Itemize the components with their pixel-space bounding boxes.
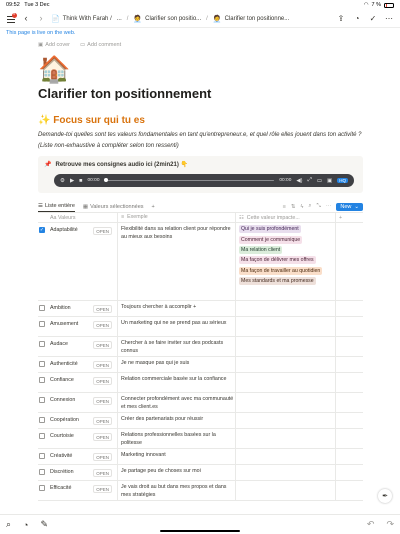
row-name: Connexion [50,397,76,403]
breadcrumb-item-1[interactable] [117,16,122,22]
row-impact-cell[interactable] [235,301,335,316]
row-impact-cell[interactable] [235,481,335,500]
row-name-cell[interactable] [50,357,117,372]
row-example-cell[interactable] [117,465,235,480]
row-name-cell[interactable] [50,301,117,316]
row-impact-cell[interactable] [235,429,335,448]
row-add-cell [335,317,345,336]
row-name-cell[interactable] [50,337,117,356]
wifi-icon: ◠ [363,2,369,8]
more-icon[interactable]: ⋯ [385,13,393,23]
row-impact-cell[interactable] [235,373,335,392]
row-check-cell [38,413,50,428]
hq-badge[interactable]: HQ [339,178,346,183]
audio-progress-track[interactable] [105,180,275,182]
menu-icon[interactable] [6,14,16,24]
audio-player[interactable] [54,174,354,187]
add-comment-button[interactable] [80,42,121,48]
status-left [6,2,49,8]
add-cover-button[interactable] [38,42,70,48]
row-example-cell[interactable] [117,481,235,500]
impact-tag: Ma relation client [241,246,281,253]
audio-current-time: 00:00 [87,178,100,183]
row-checkbox[interactable] [39,433,45,439]
row-impact-cell[interactable] [235,357,335,372]
live-banner[interactable]: This page is live on the web. [6,30,76,36]
impact-tag: Ma façon de délivrer mes offres [241,257,314,264]
table-row[interactable] [38,373,363,393]
table-row[interactable] [38,393,363,413]
row-name: Coopération [50,417,79,423]
row-impact-cell[interactable] [235,337,335,356]
row-impact-cell[interactable] [235,317,335,336]
row-impact-cell[interactable] [235,223,335,300]
status-time: 09:52 [6,2,20,8]
comment-icon: ▭ [79,42,86,48]
table-body [38,223,363,501]
breadcrumb-label: Think With Farah / [62,15,112,22]
row-checkbox[interactable] [39,321,45,327]
row-check-cell [38,357,50,372]
row-example: Un marketing qui ne se prend pas au sérieux [121,320,227,326]
row-impact-cell[interactable] [235,413,335,428]
row-example-cell[interactable] [117,413,235,428]
status-right [364,2,394,8]
text-icon: ≡ [121,213,125,220]
list-icon: ☰ [38,203,43,209]
row-example: Relation commerciale basée sur la confiance [121,376,227,382]
row-name: Discrétion [50,469,74,475]
table-row[interactable] [38,223,363,301]
settings-icon[interactable]: ⚙ [60,177,65,184]
row-add-cell [335,357,345,372]
row-example: Flexibilité dans sa relation client pour répondre au mieux aux besoins [121,226,231,240]
database-toolbar [38,202,363,213]
notification-badge: 9 [13,12,15,17]
row-checkbox[interactable] [39,397,45,403]
column-header-valeurs[interactable]: Aa Valeurs [50,214,76,221]
row-name: Authenticité [50,361,78,367]
impact-tag: Ma façon de travailler au quotidien [241,267,321,274]
open-button[interactable]: OPEN [93,227,112,235]
row-name: Audace [50,341,68,347]
row-name: Confiance [50,377,74,383]
row-name-cell[interactable] [50,449,117,464]
breadcrumb-item-0[interactable] [51,15,112,23]
play-icon[interactable]: ▶ [69,177,75,184]
values-table [38,213,363,501]
column-header-label: Exemple [127,213,148,220]
row-impact-cell[interactable] [235,465,335,480]
row-checkbox[interactable] [39,469,45,475]
search-icon[interactable]: ⌕ [6,519,12,529]
cast-icon[interactable]: ▭ [316,177,323,184]
row-add-cell [335,373,345,392]
table-icon: ▦ [82,203,89,210]
sparkle-icon: ✒ [382,493,388,500]
sort-icon[interactable]: ⇅ [290,203,296,210]
add-comment-label: Add comment [87,42,122,48]
row-name-cell[interactable] [50,317,117,336]
page-add-actions [38,42,362,48]
row-example-cell[interactable] [117,429,235,448]
impact-tag: Comment je communique [241,236,301,243]
help-fab[interactable] [378,489,392,503]
table-header [38,213,363,223]
row-check-cell [38,465,50,480]
breadcrumb-separator: / [206,15,208,22]
row-checkbox[interactable] [39,417,45,423]
impact-tag: Mes standards et ma promesse [241,278,314,285]
row-example-cell[interactable] [117,357,235,372]
breadcrumb-item-3[interactable] [213,15,289,23]
row-check-cell [38,301,50,316]
row-check-cell [38,449,50,464]
open-button[interactable]: OPEN [93,377,112,385]
impact-tag: Qui je suis profondément [241,226,299,233]
open-button[interactable]: OPEN [93,305,112,313]
row-example-cell[interactable] [117,393,235,412]
tab-liste-entiere[interactable] [38,201,75,212]
row-name: Efficacité [50,485,72,491]
table-row[interactable] [38,357,363,373]
pip-icon[interactable]: ▣ [327,177,333,184]
row-checkbox[interactable] [39,453,45,459]
row-example: Marketing innovant [121,452,166,458]
tab-label: Liste entière [44,203,75,209]
share-icon[interactable]: ⇪ [337,13,345,23]
multiselect-icon: ☷ [239,214,244,221]
row-example-cell[interactable] [117,337,235,356]
row-example: Je ne masque pas qui je suis [121,360,190,366]
row-name-cell[interactable] [50,465,117,480]
lightning-icon[interactable]: ϟ [300,203,304,210]
volume-icon[interactable]: ◀) [296,177,303,184]
row-impact-cell[interactable] [235,449,335,464]
tab-valeurs-selectionnees[interactable] [83,201,144,212]
row-check-cell [38,393,50,412]
row-example: Connecter profondément avec ma communauté et mes client.es [121,396,234,410]
tab-label: Valeurs sélectionnées [90,203,144,210]
open-button[interactable]: OPEN [93,469,112,477]
add-column-button[interactable]: + [335,213,345,222]
breadcrumb-label: Clarifier son positio... [145,15,202,22]
row-check-cell [38,337,50,356]
table-row[interactable] [38,429,363,449]
more-icon[interactable]: ⋯ [325,203,332,210]
row-add-cell [335,465,345,480]
row-name-cell[interactable] [50,373,117,392]
row-checkbox[interactable] [39,341,45,347]
image-icon: ▣ [38,42,44,48]
row-example: Je partage peu de choses sur moi [121,468,201,474]
row-name-cell[interactable] [50,393,117,412]
undo-icon[interactable]: ↶ [366,519,375,529]
forward-icon[interactable]: › [39,13,43,23]
row-checkbox[interactable] [39,305,45,311]
back-icon[interactable]: ‹ [24,13,28,23]
chevron-down-icon[interactable]: ⌄ [354,203,359,210]
row-example-cell[interactable] [117,223,235,300]
row-add-cell [335,337,345,356]
row-name-cell[interactable] [50,481,117,500]
table-row[interactable] [38,317,363,337]
row-add-cell [335,393,345,412]
filter-icon[interactable]: ≡ [282,203,286,210]
page-emoji-icon: 📄 [51,15,60,23]
page-icon[interactable]: 🏠 [38,54,71,84]
row-name-cell[interactable] [50,413,117,428]
column-header-impact[interactable] [235,213,335,222]
table-row[interactable] [38,449,363,465]
row-checkbox[interactable] [39,485,45,491]
open-button[interactable]: OPEN [93,361,112,369]
table-row[interactable] [38,337,363,357]
breadcrumb-label: Clarifier ton positionne... [224,15,290,22]
breadcrumb-label: ... [116,15,122,22]
row-name-cell[interactable] [50,429,117,448]
pin-icon: 📌 [44,162,52,168]
row-name-cell[interactable] [50,223,117,300]
row-example: Toujours chercher à accomplir + [121,304,197,310]
page-title[interactable]: Clarifier ton positionnement [38,86,212,101]
page-emoji-icon: 🧑‍💼 [133,15,143,23]
stop-icon[interactable]: ■ [79,177,83,184]
row-add-cell [335,301,345,316]
row-add-cell [335,223,345,300]
row-check-cell [38,481,50,500]
row-name: Adaptabilité [50,227,78,233]
page-content [0,42,400,501]
breadcrumb-separator: / [126,15,129,22]
top-navbar [0,10,400,28]
audio-duration: 00:00 [279,178,292,183]
row-name: Amusement [50,321,79,327]
callout-title-text: Retrouve mes consignes audio ici (2min21) 👇 [55,162,188,168]
add-cover-label: Add cover [45,42,70,48]
row-add-cell [335,413,345,428]
row-check-cell [38,373,50,392]
fullscreen-icon[interactable]: ⤢ [307,177,312,183]
row-add-cell [335,481,345,500]
row-example: Chercher à se faire inviter sur des podcasts connus [121,340,224,354]
row-checkbox[interactable] [39,361,45,367]
status-bar [0,0,400,10]
open-button[interactable]: OPEN [93,397,112,405]
column-header-label: Cette valeur impacte... [246,214,300,221]
audio-callout [38,156,363,193]
bell-icon[interactable]: ◔ [23,519,29,530]
row-example-cell[interactable] [117,449,235,464]
row-check-cell [38,317,50,336]
row-checkbox[interactable] [39,377,45,383]
table-row[interactable] [38,481,363,501]
open-button[interactable]: OPEN [93,321,112,329]
open-button[interactable]: OPEN [93,485,112,493]
nav-actions [336,14,394,24]
note-text: (Liste non-exhaustive à compléter selon ton ressenti) [38,143,179,149]
table-row[interactable] [38,413,363,429]
table-row[interactable] [38,465,363,481]
new-button-label: New [340,203,352,210]
row-add-cell [335,429,345,448]
row-name: Créativité [50,453,73,459]
open-button[interactable]: OPEN [93,341,112,349]
status-date: Tue 3 Dec [24,2,50,8]
row-checkbox[interactable]: ✓ [39,226,45,233]
row-check-cell [38,223,50,300]
open-button[interactable]: OPEN [93,453,112,461]
row-add-cell [335,449,345,464]
section-heading: ✨ Focus sur qui tu es [38,115,145,126]
row-example-cell[interactable] [117,317,235,336]
breadcrumb-item-2[interactable] [133,15,201,23]
row-check-cell [38,429,50,448]
description-text: Demande-toi quelles sont tes valeurs fondamentales en tant qu'entrepreneur.e, et quel rôle elles jouent dans ton activité ? [38,132,362,138]
row-example-cell[interactable] [117,301,235,316]
database-actions [283,203,363,211]
row-example: Créer des partenariats pour réussir [121,416,204,422]
expand-icon[interactable]: ⤡ [316,203,321,209]
open-button[interactable]: OPEN [93,417,112,425]
bell-icon[interactable]: ◔ [354,13,360,23]
edit-icon[interactable]: ✎ [40,519,49,529]
row-example-cell[interactable] [117,373,235,392]
battery-icon [384,3,394,8]
home-indicator [160,530,240,532]
add-view-button[interactable]: + [151,203,155,210]
check-circle-icon[interactable]: ✓ [369,13,377,23]
table-row[interactable] [38,301,363,317]
redo-icon[interactable]: ↷ [386,519,394,529]
row-impact-cell[interactable] [235,393,335,412]
battery-percent: 7 % [371,2,381,8]
callout-title [44,161,357,168]
page-emoji-icon: 🧑‍💼 [212,15,222,23]
open-button[interactable]: OPEN [93,433,112,441]
row-name: Courtoisie [50,433,74,439]
row-example: Je vais droit au but dans mes propos et dans mes stratégies [121,484,227,498]
column-header-exemple[interactable] [117,213,235,222]
search-icon[interactable]: ⌕ [308,203,312,209]
row-example: Relations professionnelles basées sur la politesse [121,432,216,446]
new-button[interactable] [336,203,363,211]
row-name: Ambition [50,305,71,311]
